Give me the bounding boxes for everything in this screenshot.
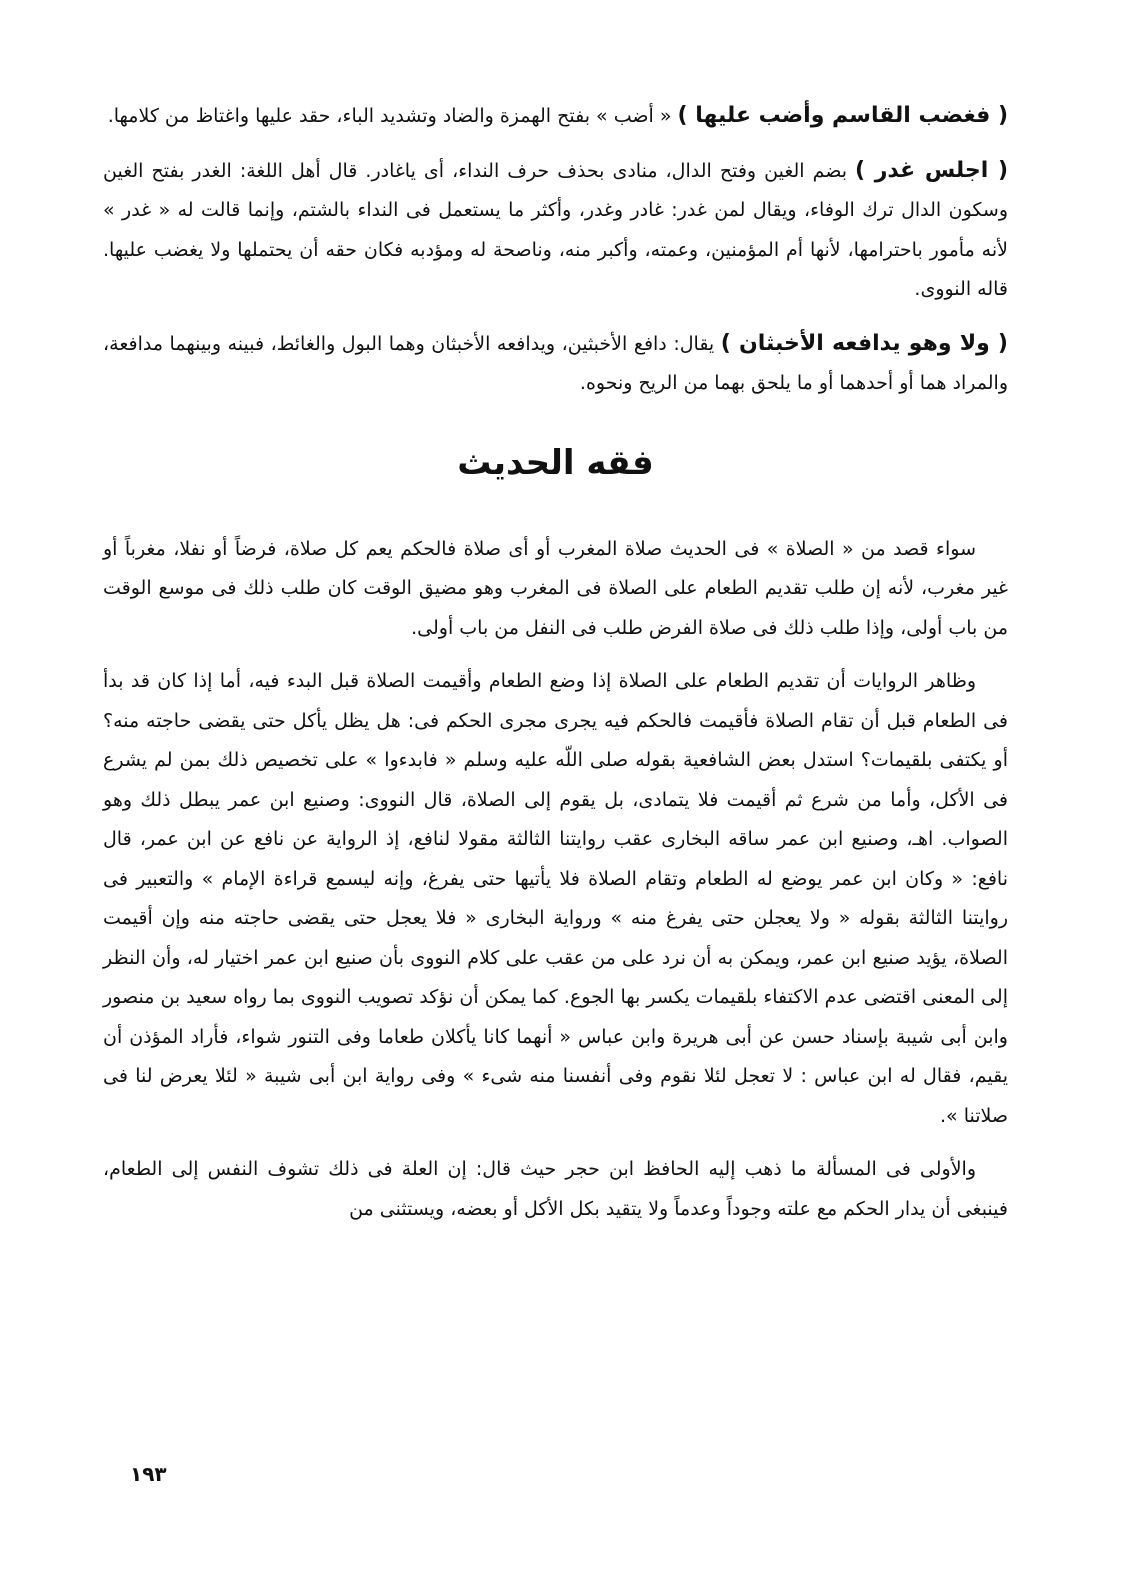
glossary-lemma: ( ولا وهو يدافعه الأخبثان ) xyxy=(720,330,1008,356)
glossary-lemma: ( اجلس غدر ) xyxy=(855,157,1008,183)
glossary-entry xyxy=(103,324,1008,404)
page-number: ١٩٣ xyxy=(130,1462,167,1486)
body-paragraph: والأولى فى المسألة ما ذهب إليه الحافظ ابن حجر حيث قال: إن العلة فى ذلك تشوف النفس إلى الطعام، فينبغى أن يدار الحكم مع علته وجوداً وعدماً ولا يتقيد بكل الأكل أو بعضه، ويستثنى من xyxy=(103,1158,1008,1220)
glossary-text: « أضب » بفتح الهمزة والضاد وتشديد الباء، حقد عليها واغتاظ من كلامها. xyxy=(107,105,678,127)
body-paragraph: سواء قصد من « الصلاة » فى الحديث صلاة المغرب أو أى صلاة فالحكم يعم كل صلاة، فرضاً أو نفلا، مغرباً أو غير مغرب، لأنه إن طلب تقديم الطعام على الصلاة فى المغرب وهو مضيق الوقت كان طلب ذلك فى موسع الوقت من باب أولى، وإذا طلب ذلك فى صلاة الفرض طلب فى النفل من باب أولى. xyxy=(103,537,1008,639)
glossary-text: يقال: دافع الأخبثين، ويدافعه الأخبثان وهما البول والغائط، فبينه وبينهما مدافعة، والمراد هما أو أحدهما أو ما يلحق بهما من الريح ونحوه. xyxy=(103,332,1008,394)
book-page xyxy=(103,96,1008,1243)
glossary-entry xyxy=(103,96,1008,137)
glossary-text: بضم الغين وفتح الدال، منادى بحذف حرف النداء، أى ياغادر. قال أهل اللغة: الغدر بفتح الغين وسكون الدال ترك الوفاء، ويقال لمن غدر: غادر وغدر، وأكثر ما يستعمل فى النداء بالشتم، وإنما قالت له « غدر » لأنه مأمور باحترامها، لأنها أم المؤمنين، وعمته، وأكبر منه، وناصحة له ومؤدبه فكان حقه أن يحتملها ولا يغضب عليها. قاله النووى. xyxy=(103,159,1008,300)
glossary-lemma: ( فغضب القاسم وأضب عليها ) xyxy=(677,103,1008,128)
glossary-entry xyxy=(103,151,1008,310)
section-title: فقه الحديث xyxy=(457,442,654,483)
body-paragraph: وظاهر الروايات أن تقديم الطعام على الصلاة إذا وضع الطعام وأقيمت الصلاة قبل البدء فيه، أما إذا كان قد بدأ فى الطعام قبل أن تقام الصلاة فأقيمت فالحكم فيه يجرى مجرى الحكم فى: هل يظل يأكل حتى يقضى حاجته منه؟ أو يكتفى بلقيمات؟ استدل بعض الشافعية بقوله صلى اللّه عليه وسلم « فابدءوا » على تخصيص ذلك بمن لم يشرع فى الأكل، وأما من شرع ثم أقيمت فلا يتمادى، بل يقوم إلى الصلاة، قال النووى: وصنيع ابن عمر يبطل ذلك وهو الصواب. اهـ، وصنيع ابن عمر ساقه البخارى عقب روايتنا الثالثة مقولا لنافع، إذ الرواية عن نافع عن ابن عمر، قال نافع: « وكان ابن عمر يوضع له الطعام وتقام الصلاة فلا يأتيها حتى يفرغ، وإنه ليسمع قراءة الإمام » والتعبير فى روايتنا الثالثة بقوله « ولا يعجلن حتى يفرغ منه » ورواية البخارى « فلا يعجل حتى يقضى حاجته منه وإن أقيمت الصلاة، يؤيد صنيع ابن عمر، ويمكن به أن نرد على من عقب على كلام النووى بأن صنيع ابن عمر اختيار له، وأن النظر إلى المعنى اقتضى عدم الاكتفاء بلقيمات يكسر بها الجوع. كما يمكن أن نؤكد تصويب النووى بما رواه سعيد بن منصور وابن أبى شيبة بإسناد حسن عن أبى هريرة وابن عباس « أنهما كانا يأكلان طعاما وفى التنور شواء، فأراد المؤذن أن يقيم، فقال له ابن عباس : لا تعجل لئلا نقوم وفى أنفسنا منه شىء » وفى رواية ابن أبى شيبة « لئلا يعرض لنا فى صلاتنا ». xyxy=(103,670,1008,1127)
